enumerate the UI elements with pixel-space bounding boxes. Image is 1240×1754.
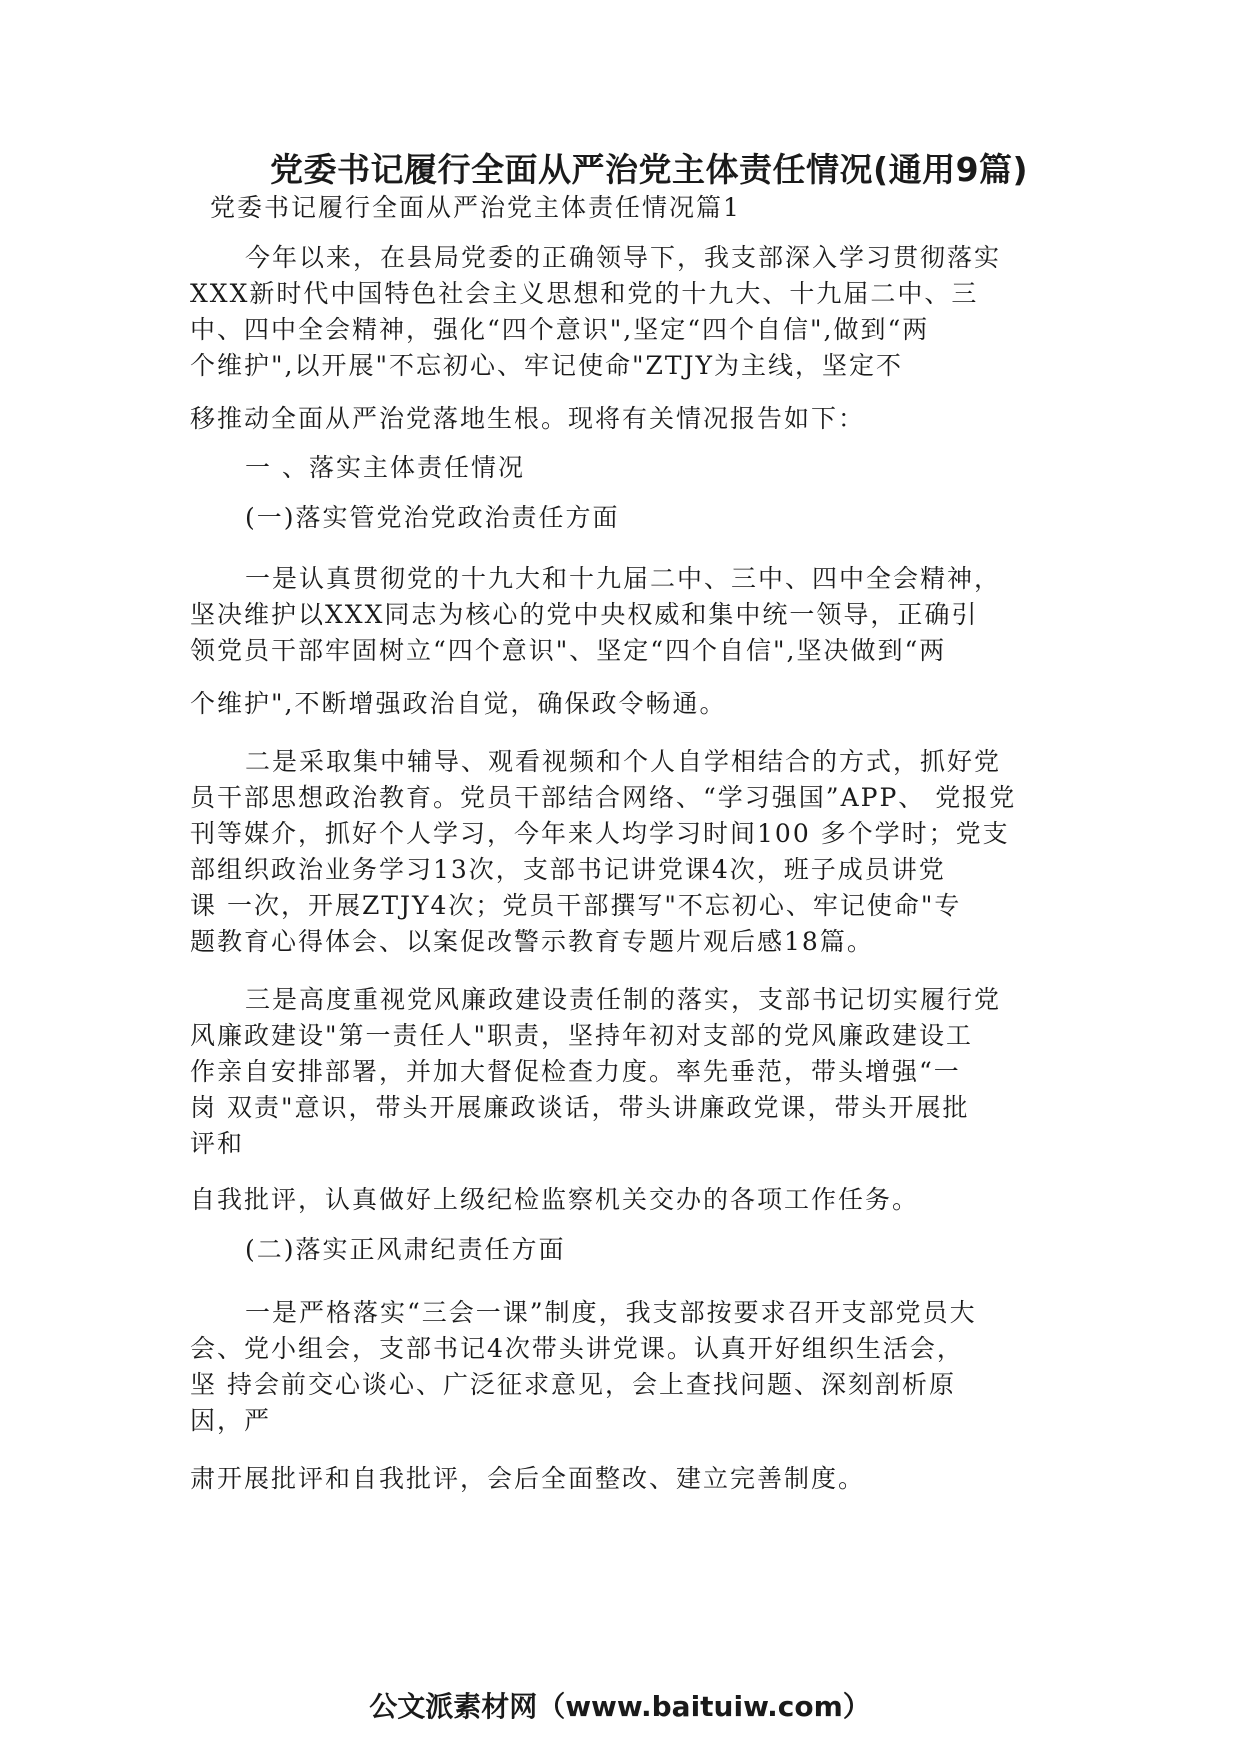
paragraph-line: 风廉政建设"第一责任人"职责，坚持年初对支部的党风廉政建设工 bbox=[190, 1021, 974, 1050]
paragraph-line: 会、党小组会，支部书记4次带头讲党课。认真开好组织生活会， bbox=[190, 1334, 964, 1363]
footer-watermark: 公文派素材网（www.baituiw.com） bbox=[369, 1690, 871, 1723]
paragraph-line: 作亲自安排部署，并加大督促检查力度。率先垂范，带头增强“一 bbox=[190, 1057, 961, 1086]
paragraph-line: 题教育心得体会、以案促改警示教育专题片观后感18篇。 bbox=[190, 927, 874, 956]
paragraph-line: 移推动全面从严治党落地生根。现将有关情况报告如下： bbox=[190, 404, 866, 433]
paragraph-line: 课 一次，开展ZTJY4次；党员干部撰写"不忘初心、牢记使命"专 bbox=[190, 891, 962, 920]
paragraph-line: 坚决维护以XXX同志为核心的党中央权威和集中统一领导，正确引 bbox=[190, 600, 979, 629]
paragraph-line: 个维护",以开展"不忘初心、牢记使命"ZTJY为主线，坚定不 bbox=[190, 351, 904, 380]
paragraph-line: 刊等媒介，抓好个人学习，今年来人均学习时间100 多个学时；党支 bbox=[190, 819, 1010, 848]
subsection-heading: (二)落实正风肃纪责任方面 bbox=[245, 1235, 566, 1264]
subsection-heading: (一)落实管党治党政治责任方面 bbox=[245, 503, 620, 532]
paragraph-line: 领党员干部牢固树立“四个意识"、坚定“四个自信",坚决做到“两 bbox=[190, 636, 947, 665]
paragraph-line: 评和 bbox=[190, 1129, 245, 1158]
paragraph-line: 一是认真贯彻党的十九大和十九届二中、三中、四中全会精神， bbox=[245, 564, 1002, 593]
paragraph-line: 二是采取集中辅导、观看视频和个人自学相结合的方式，抓好党 bbox=[245, 747, 1002, 776]
paragraph-line: 坚 持会前交心谈心、广泛征求意见，会上查找问题、深刻剖析原 bbox=[190, 1370, 956, 1399]
document-title: 党委书记履行全面从严治党主体责任情况(通用9篇) bbox=[270, 150, 1029, 189]
paragraph-line: 员干部思想政治教育。党员干部结合网络、“学习强国”APP、 党报党 bbox=[190, 783, 1017, 812]
paragraph-line: 自我批评，认真做好上级纪检监察机关交办的各项工作任务。 bbox=[190, 1185, 920, 1214]
paragraph-line: 中、四中全会精神，强化“四个意识",坚定“四个自信",做到“两 bbox=[190, 315, 930, 344]
paragraph-line: 今年以来，在县局党委的正确领导下，我支部深入学习贯彻落实 bbox=[245, 243, 1002, 272]
paragraph-line: 一是严格落实“三会一课”制度，我支部按要求召开支部党员大 bbox=[245, 1298, 977, 1327]
paragraph-line: 因，严 bbox=[190, 1406, 272, 1435]
section-subtitle: 党委书记履行全面从严治党主体责任情况篇1 bbox=[210, 193, 741, 222]
paragraph-line: 部组织政治业务学习13次，支部书记讲党课4次，班子成员讲党 bbox=[190, 855, 946, 884]
paragraph-line: 三是高度重视党风廉政建设责任制的落实，支部书记切实履行党 bbox=[245, 985, 1002, 1014]
section-heading: 一 、落实主体责任情况 bbox=[245, 453, 525, 482]
paragraph-line: XXX新时代中国特色社会主义思想和党的十九大、十九届二中、三 bbox=[190, 279, 979, 308]
paragraph-line: 个维护",不断增强政治自觉，确保政令畅通。 bbox=[190, 689, 727, 718]
paragraph-line: 肃开展批评和自我批评，会后全面整改、建立完善制度。 bbox=[190, 1464, 866, 1493]
paragraph-line: 岗 双责"意识，带头开展廉政谈话，带头讲廉政党课，带头开展批 bbox=[190, 1093, 970, 1122]
